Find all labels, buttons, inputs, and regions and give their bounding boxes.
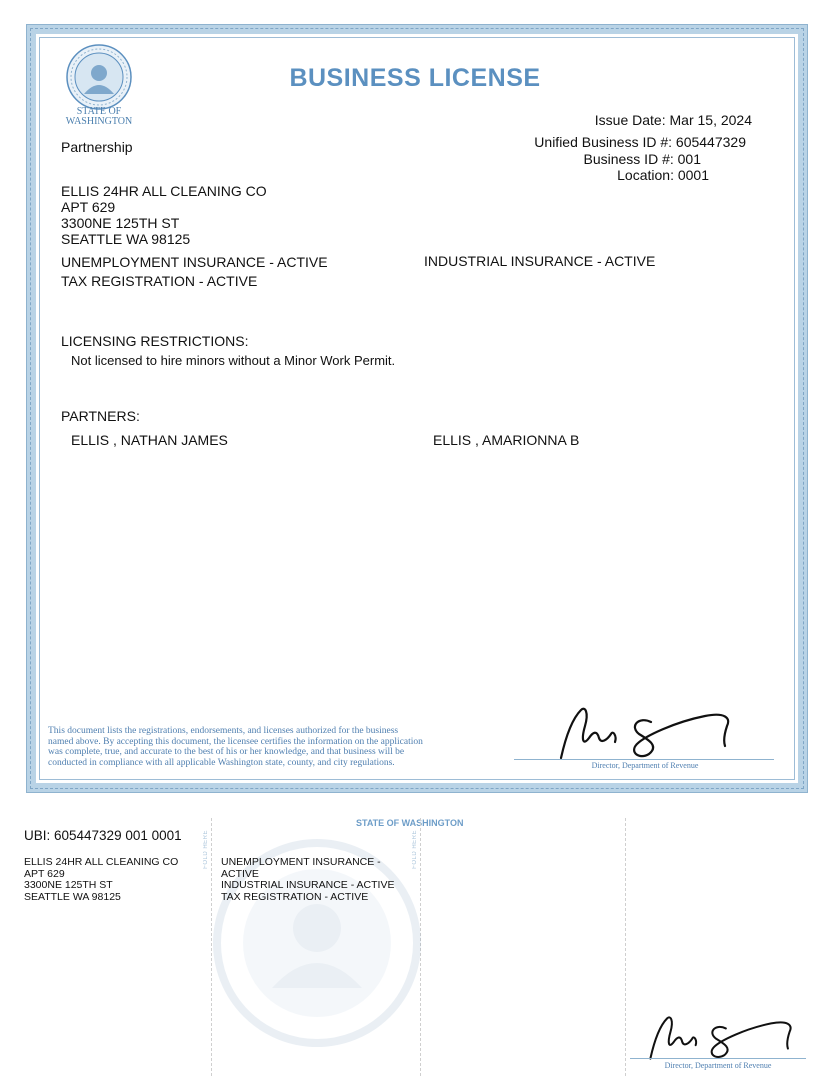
stub-address: [24, 857, 178, 903]
partners-heading: PARTNERS:: [61, 408, 140, 424]
address-line: ELLIS 24HR ALL CLEANING CO: [61, 183, 267, 199]
disclaimer-line: was complete, true, and accurate to the best of his or her knowledge, and that business will be: [48, 747, 405, 757]
location-id: Location: 0001: [617, 167, 709, 183]
fold-label: FOLD HERE: [412, 830, 418, 869]
director-signature: [555, 700, 745, 762]
seal-caption-line2: WASHINGTON: [65, 116, 133, 127]
partner-name: ELLIS , NATHAN JAMES: [71, 432, 228, 448]
address-line: 3300NE 125TH ST: [61, 215, 180, 231]
document-title: BUSINESS LICENSE: [289, 64, 541, 92]
ubi-number: Unified Business ID #: 605447329: [534, 134, 746, 150]
stub-signature-line: [630, 1058, 806, 1059]
issue-date: Issue Date: Mar 15, 2024: [594, 112, 752, 128]
disclaimer: [48, 726, 508, 768]
entity-type: Partnership: [61, 139, 133, 155]
registrations-right: [424, 253, 655, 269]
disclaimer-line: This document lists the registrations, endorsements, and licenses authorized for the business: [48, 726, 399, 736]
fold-divider: [625, 818, 626, 1076]
stub-registration-line: TAX REGISTRATION - ACTIVE: [221, 890, 369, 903]
business-address: [61, 183, 267, 247]
registration-item: UNEMPLOYMENT INSURANCE - ACTIVE: [61, 254, 328, 270]
stub-header: STATE OF WASHINGTON: [356, 818, 464, 828]
registrations-left: [61, 253, 328, 291]
restrictions-heading: LICENSING RESTRICTIONS:: [61, 333, 249, 349]
stub-signature: [640, 1010, 810, 1062]
stub-registration-line: ACTIVE: [221, 867, 259, 880]
address-line: APT 629: [61, 199, 116, 215]
stub-address-line: ELLIS 24HR ALL CLEANING CO: [24, 856, 179, 868]
stub-ubi: UBI: 605447329 001 0001: [24, 828, 182, 843]
stub-registration-line: UNEMPLOYMENT INSURANCE -: [221, 856, 381, 868]
partner-name: ELLIS , AMARIONNA B: [433, 432, 580, 448]
stub-registration-line: INDUSTRIAL INSURANCE - ACTIVE: [221, 879, 395, 891]
address-line: SEATTLE WA 98125: [61, 231, 191, 247]
business-id: Business ID #: 001: [583, 151, 701, 167]
restriction-text: Not licensed to hire minors without a Minor Work Permit.: [71, 353, 396, 368]
signature-title: Director, Department of Revenue: [591, 761, 699, 770]
state-seal-icon: [66, 44, 132, 110]
stub-signature-title: Director, Department of Revenue: [664, 1061, 772, 1070]
registration-item: TAX REGISTRATION - ACTIVE: [61, 273, 258, 289]
seal-caption-line1: STATE OF: [76, 106, 122, 117]
fold-label: FOLD HERE: [203, 830, 209, 869]
stub-address-line: 3300NE 125TH ST: [24, 879, 113, 891]
disclaimer-line: named above. By accepting this document, the licensee certifies the information on the application: [48, 736, 423, 747]
seal-caption: [40, 107, 158, 127]
disclaimer-line: conducted in compliance with all applicable Washington state, county, and city regulations.: [48, 757, 395, 768]
stub-registrations: [221, 857, 394, 903]
stub-address-line: APT 629: [24, 867, 65, 880]
registration-item: INDUSTRIAL INSURANCE - ACTIVE: [424, 253, 656, 269]
signature-line: [514, 759, 774, 760]
stub-address-line: SEATTLE WA 98125: [24, 890, 121, 903]
